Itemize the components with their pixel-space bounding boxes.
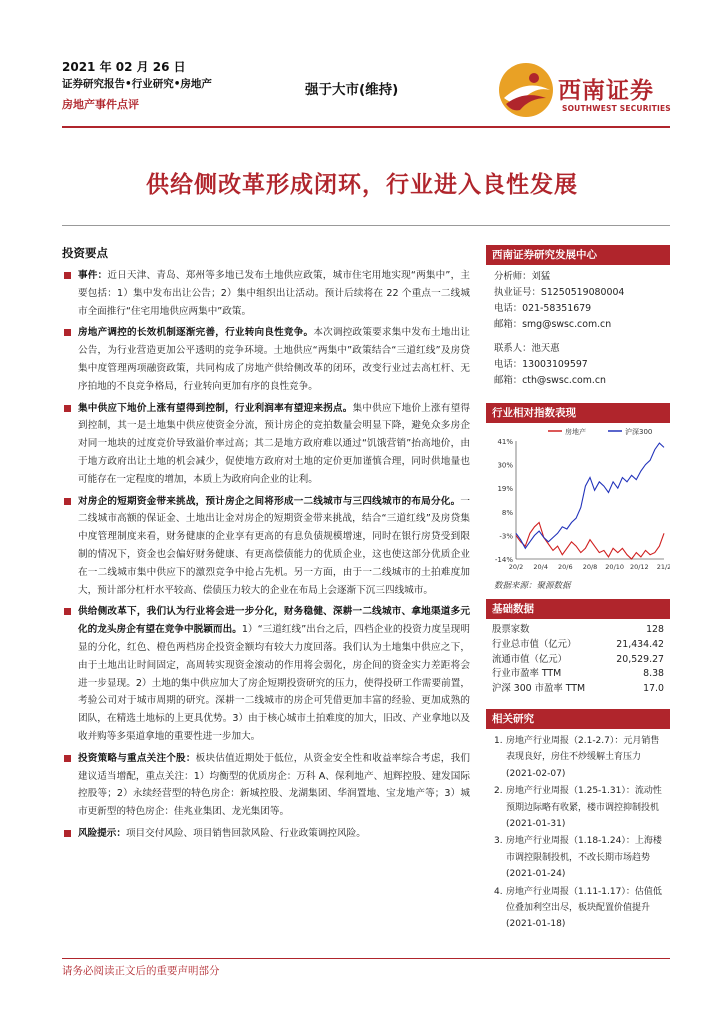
email-address-2[interactable]: cth@swsc.com.cn bbox=[522, 375, 606, 386]
report-type: 房地产事件点评 bbox=[62, 98, 139, 111]
bullet-square-icon bbox=[64, 405, 71, 412]
bullet-square-icon bbox=[64, 272, 71, 279]
basic-label: 流通市值（亿元） bbox=[492, 653, 568, 665]
related-number: 1. bbox=[494, 735, 503, 746]
perf-chart-svg bbox=[486, 423, 670, 575]
side-column bbox=[486, 245, 670, 934]
related-number: 2. bbox=[494, 786, 503, 797]
basic-table bbox=[486, 623, 670, 697]
related-item[interactable] bbox=[494, 733, 666, 782]
tel-label: 电话： bbox=[494, 303, 523, 314]
analyst-name: 刘猛 bbox=[531, 271, 551, 282]
footer-divider bbox=[62, 958, 670, 959]
basic-label: 行业总市值（亿元） bbox=[492, 638, 577, 650]
bullet-text: 本次调控政策要求集中发布土地出让公告，为行业营造更加公平透明的竞争环境。土地供应“两集中”政策结合“三道红线”及房贷集中度管理两项融资政策，共同构成了房地产供给侧改革的闭环，改变行业过去高杠杆、无序拍地的不良竞争格局，行业转向更加有序的良性竞争。 bbox=[78, 327, 471, 392]
basic-row bbox=[486, 653, 670, 668]
tel-number: 021-58351679 bbox=[522, 303, 592, 314]
related-item[interactable] bbox=[494, 783, 666, 832]
bullet-text: 1）“三道红线”出台之后，四档企业的投资力度呈现明显的分化，红色、橙色两档房企投资金额均有较大力度回落。我们认为土地集中供应之下，由于土地出让时间固定，高周转实现资金滚动的作用将会弱化，房企间的资金实力差距将会进一步显现。2）土地的集中供应加大了房企短期投资研究的压力，使得投研工作需要前置，考验公司对于城市周期的研究。深耕一二线城市的房企可凭借更加丰富的经验、更加成熟的团队，在精选土地标的上更具优势。3）由于核心城市土拍难度的加大，旧改、产业拿地以及收并购等多渠道拿地的重要性进一步加大。 bbox=[78, 624, 471, 742]
email-label: 邮箱： bbox=[494, 319, 523, 330]
contact-name: 池天惠 bbox=[531, 343, 560, 354]
bullet-square-icon bbox=[64, 830, 71, 837]
logo-english: SOUTHWEST SECURITIES bbox=[562, 104, 671, 113]
basic-value: 20,529.27 bbox=[616, 653, 664, 665]
related-number: 3. bbox=[494, 836, 503, 847]
bullet-item bbox=[62, 324, 470, 395]
related-date: (2021-02-07) bbox=[506, 768, 566, 779]
basic-bar: 基础数据 bbox=[486, 599, 670, 619]
x-tick-label: 20/12 bbox=[629, 563, 649, 571]
x-tick-label: 20/6 bbox=[558, 563, 573, 571]
related-bar: 相关研究 bbox=[486, 709, 670, 729]
chart-source: 数据来源：聚源数据 bbox=[494, 581, 571, 591]
bullet-item bbox=[62, 493, 470, 600]
bullet-square-icon bbox=[64, 608, 71, 615]
logo-mark-icon bbox=[496, 60, 558, 120]
related-item[interactable] bbox=[494, 833, 666, 882]
bullet-square-icon bbox=[64, 755, 71, 762]
cert-label: 执业证号： bbox=[494, 287, 541, 298]
email-row-2 bbox=[494, 373, 662, 389]
related-text: 房地产行业周报（1.11-1.17）：估值低位叠加利空出尽，板块配置价值提升 bbox=[506, 886, 662, 914]
y-tick-label: -3% bbox=[499, 532, 513, 541]
bullet-text: 板块估值近期处于低位，从资金安全性和收益率综合考虑，我们建议适当增配，重点关注：1）均衡型的优质房企：万科 A、保利地产、旭辉控股、建发国际控股等；2）永续经营型的特色房企：新城控股、龙湖集团、华润置地、宝龙地产等；3）城市更新型的特色房企：佳兆业集团、龙光集团等。 bbox=[78, 752, 471, 818]
bullet-bold: 供给侧改革下，我们认为行业将会进一步分化，财务稳健、深耕一二线城市、拿地渠道多元化的龙头房企有望在竞争中脱颖而出。 bbox=[78, 606, 470, 636]
analyst-row bbox=[494, 269, 662, 285]
related-list bbox=[486, 729, 670, 933]
related-date: (2021-01-31) bbox=[506, 819, 566, 830]
tel-label-2: 电话： bbox=[494, 359, 523, 370]
basic-row bbox=[486, 638, 670, 653]
legend-label: 沪深300 bbox=[625, 428, 653, 436]
y-tick-label: 41% bbox=[497, 438, 513, 446]
bullet-text: 集中供应下地价上涨有望得到控制，其一是土地集中供应使资金分流，预计房企的竞拍数量会明显下降，避免众多房企对同一地块的过度竞价导致溢价率过高；其二是地方政府难以通过“饥饿营销”抬高地价，由于地方政府出让土地的机会减少，促使地方政府对土地的定价更加谨慎合理，同时供地量也可能存在一定程度的增加，本质上为政府向企业的让利。 bbox=[78, 402, 471, 485]
bullet-bold: 投资策略与重点关注个股： bbox=[78, 752, 196, 764]
x-tick-label: 20/8 bbox=[582, 563, 598, 571]
related-text: 房地产行业周报（1.18-1.24）：上海楼市调控限制投机，不改长期市场趋势 bbox=[506, 836, 662, 863]
basic-value: 17.0 bbox=[643, 683, 664, 695]
company-logo bbox=[496, 60, 676, 120]
tel-number-2: 13003109597 bbox=[522, 359, 588, 370]
contact-row bbox=[494, 341, 662, 357]
email-label-2: 邮箱： bbox=[494, 375, 523, 386]
bullet-item bbox=[62, 825, 470, 843]
series-line-1 bbox=[516, 443, 664, 548]
series-line-0 bbox=[516, 523, 664, 560]
related-date: (2021-01-18) bbox=[506, 919, 566, 930]
bullet-list bbox=[62, 267, 470, 843]
bullet-item bbox=[62, 750, 470, 821]
basic-label: 股票家数 bbox=[492, 624, 530, 635]
header-divider bbox=[62, 126, 670, 128]
section-heading: 投资要点 bbox=[62, 246, 108, 260]
y-tick-label: 8% bbox=[501, 508, 513, 517]
tel-row-2 bbox=[494, 357, 662, 373]
y-tick-label: 19% bbox=[497, 485, 513, 494]
related-number: 4. bbox=[494, 886, 503, 897]
bullet-text: 项目交付风险、项目销售回款风险、行业政策调控风险。 bbox=[125, 827, 366, 839]
bullet-bold: 房地产调控的长效机制逐渐完善，行业转向良性竞争。 bbox=[78, 327, 314, 339]
bullet-bold: 集中供应下地价上涨有望得到控制，行业利润率有望迎来拐点。 bbox=[78, 402, 353, 414]
footer-note: 请务必阅读正文后的重要声明部分 bbox=[62, 965, 220, 977]
email-address[interactable]: smg@swsc.com.cn bbox=[522, 319, 612, 330]
basic-value: 8.38 bbox=[643, 668, 664, 680]
x-tick-label: 21/2 bbox=[656, 563, 670, 571]
bullet-item bbox=[62, 603, 470, 745]
basic-row bbox=[486, 623, 670, 638]
tel-row bbox=[494, 301, 662, 317]
basic-row bbox=[486, 682, 670, 697]
logo-name: 西南证券 bbox=[558, 77, 654, 104]
bullet-text: 近日天津、青岛、郑州等多地已发布土地供应政策，城市住宅用地实现“两集中”，主要包括：1）集中发布出让公告；2）集中组织出让活动。预计后续将在 22 个重点一二线城市全面推行“住宅用地供应两集中”政策。 bbox=[78, 270, 470, 317]
title-divider bbox=[62, 225, 670, 226]
basic-row bbox=[486, 667, 670, 682]
legend-label: 房地产 bbox=[565, 428, 586, 436]
related-text: 房地产行业周报（2.1-2.7）：元月销售表现良好，房住不炒缓解土育压力 bbox=[506, 735, 660, 763]
report-meta bbox=[62, 58, 302, 114]
bullet-item bbox=[62, 400, 470, 489]
report-title: 供给侧改革形成闭环，行业进入良性发展 bbox=[146, 172, 578, 198]
analyst-label: 分析师： bbox=[494, 271, 532, 282]
x-tick-label: 20/2 bbox=[508, 563, 524, 571]
related-item[interactable] bbox=[494, 884, 666, 933]
report-date: 2021 年 02 月 26 日 bbox=[62, 60, 186, 74]
contact-block bbox=[486, 265, 670, 393]
bullet-square-icon bbox=[64, 498, 71, 505]
bullet-bold: 事件： bbox=[78, 270, 108, 281]
cert-number: S1250519080004 bbox=[540, 287, 625, 298]
cert-row bbox=[494, 285, 662, 301]
email-row bbox=[494, 317, 662, 333]
x-tick-label: 20/10 bbox=[605, 563, 625, 571]
main-column bbox=[62, 245, 470, 847]
bullet-item bbox=[62, 267, 470, 320]
perf-chart bbox=[486, 423, 670, 575]
basic-label: 沪深 300 市盈率 TTM bbox=[492, 683, 586, 695]
rating: 强于大市(维持) bbox=[305, 82, 399, 98]
basic-value: 21,434.42 bbox=[616, 638, 664, 650]
research-center-bar: 西南证券研究发展中心 bbox=[486, 245, 670, 265]
basic-value: 128 bbox=[646, 624, 664, 635]
related-date: (2021-01-24) bbox=[506, 869, 566, 880]
y-tick-label: -14% bbox=[494, 556, 513, 564]
y-tick-label: 30% bbox=[497, 461, 513, 470]
contact-label: 联系人： bbox=[494, 343, 532, 354]
perf-bar: 行业相对指数表现 bbox=[486, 403, 670, 423]
bullet-bold: 风险提示： bbox=[78, 827, 126, 839]
bullet-text: 一二线城市高额的保证金、土地出让金对房企的短期资金带来挑战，结合“三道红线”及房贷集中度管理制度来看，财务健康的企业享有更高的有息负债规模增速，同时在银行房贷受到限制的情况下，资金也会偏好财务健康、有更高偿债能力的优质企业，这也使这部分优质企业在一二线城市集中供应下的激烈竞争中抢占先机。另一方面，由于一二线城市的土拍难度加大，预计部分杠杆水平较高、偿债压力较大的企业在布局上会逐渐下沉三四线城市。 bbox=[78, 495, 470, 596]
basic-label: 行业市盈率 TTM bbox=[492, 668, 562, 680]
bullet-square-icon bbox=[64, 329, 71, 336]
report-category: 证券研究报告•行业研究•房地产 bbox=[62, 78, 212, 90]
bullet-bold: 对房企的短期资金带来挑战，预计房企之间将形成一二线城市与三四线城市的布局分化。 bbox=[78, 495, 461, 507]
x-tick-label: 20/4 bbox=[533, 563, 548, 571]
related-text: 房地产行业周报（1.25-1.31）：流动性预期边际略有收紧，楼市调控抑制投机 bbox=[506, 786, 662, 813]
